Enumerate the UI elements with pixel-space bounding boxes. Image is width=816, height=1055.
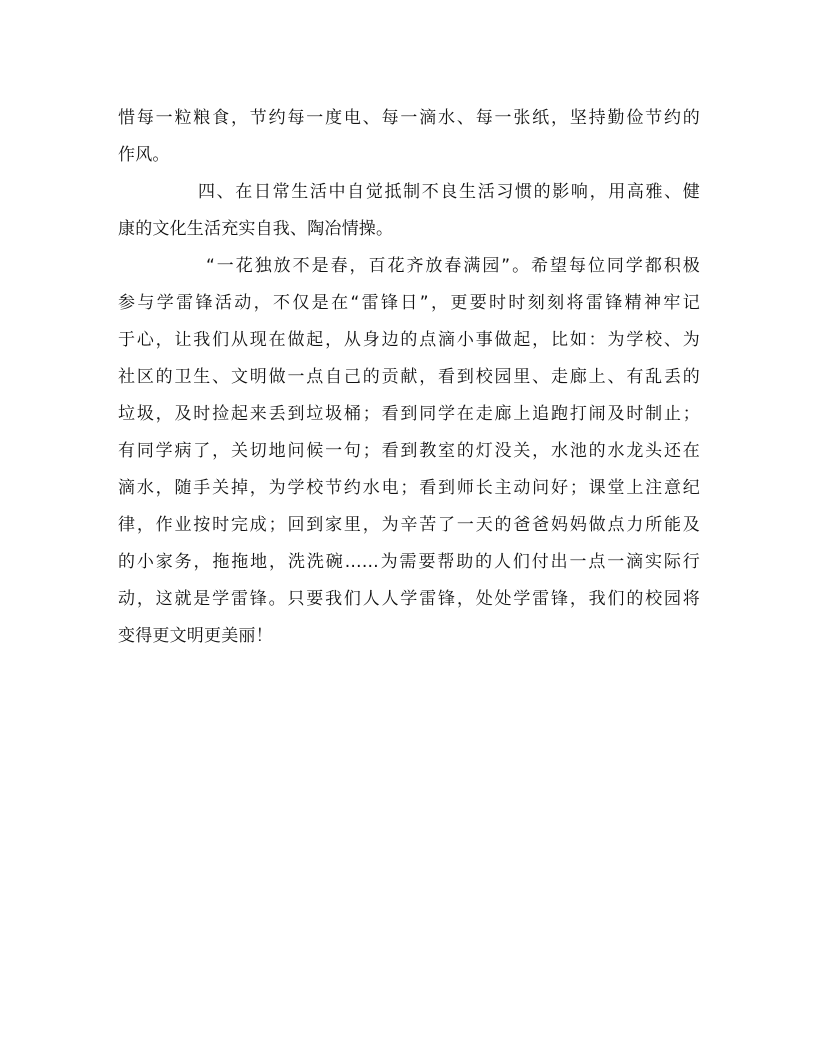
text-line: 社区的卫生、文明做一点自己的贡献，看到校园里、走廊上、有乱丢的	[118, 367, 700, 387]
text-line: 康的文化生活充实自我、陶冶情操。	[118, 219, 394, 239]
text-line: 律，作业按时完成；回到家里，为辛苦了一天的爸爸妈妈做点力所能及	[118, 515, 700, 535]
paragraph-closing	[118, 248, 700, 655]
paragraph-item-four	[118, 174, 700, 248]
text-line: 的小家务，拖拖地，洗洗碗……为需要帮助的人们付出一点一滴实际行	[118, 552, 700, 572]
text-line: 作风。	[118, 145, 170, 165]
text-line: 有同学病了，关切地问候一句；看到教室的灯没关，水池的水龙头还在	[118, 441, 700, 461]
text-line: 四、在日常生活中自觉抵制不良生活习惯的影响，用高雅、健	[198, 182, 700, 202]
text-line: 参与学雷锋活动，不仅是在“雷锋日”，更要时时刻刻将雷锋精神牢记	[118, 293, 700, 313]
text-line: 于心，让我们从现在做起，从身边的点滴小事做起，比如：为学校、为	[118, 330, 700, 350]
paragraph-frugality	[118, 100, 700, 174]
text-line: 垃圾，及时捡起来丢到垃圾桶；看到同学在走廊上追跑打闹及时制止；	[118, 404, 700, 424]
text-line: 变得更文明更美丽！	[118, 626, 273, 646]
text-line: 动，这就是学雷锋。只要我们人人学雷锋，处处学雷锋，我们的校园将	[118, 589, 700, 609]
document-body	[118, 100, 700, 655]
text-line: 惜每一粒粮食，节约每一度电、每一滴水、每一张纸，坚持勤俭节约的	[118, 108, 700, 128]
text-line: “一花独放不是春，百花齐放春满园”。希望每位同学都积极	[206, 256, 700, 276]
text-line: 滴水，随手关掉，为学校节约水电；看到师长主动问好；课堂上注意纪	[118, 478, 700, 498]
